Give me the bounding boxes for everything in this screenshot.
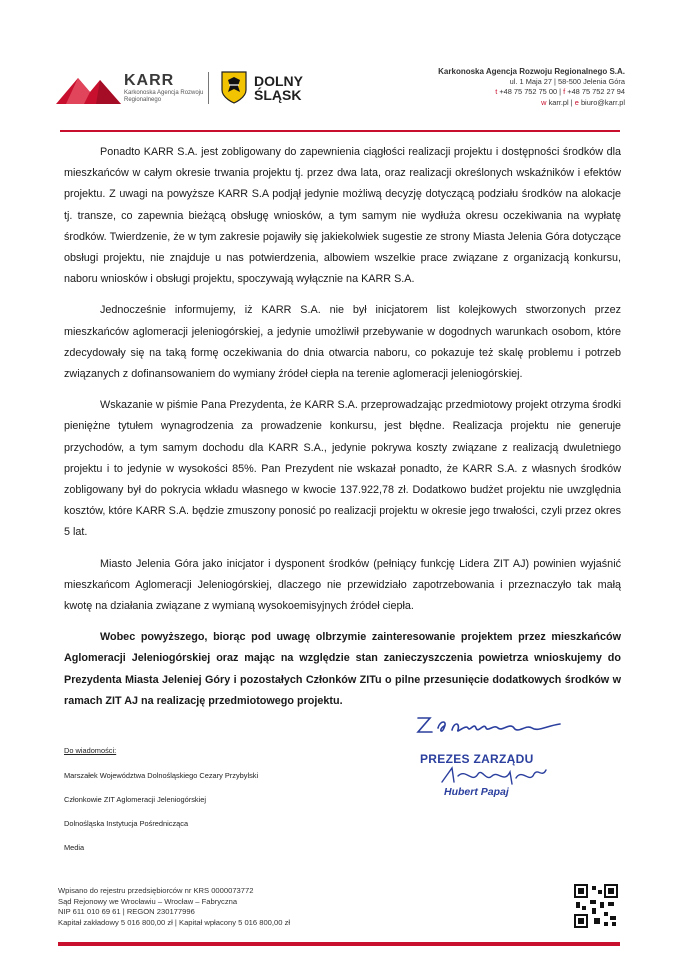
fax-number: +48 75 752 27 94 [567,87,625,97]
karr-logo-name: KARR [124,72,175,89]
organization-contact [438,67,625,108]
dolny-slask-eagle-icon [220,70,248,104]
logo-divider [208,72,209,104]
company-registration-footer [58,886,290,928]
header-rule [60,130,620,132]
footer-rule [58,942,620,946]
organization-name: Karkonoska Agencja Rozwoju Regionalnego S.A. [438,67,625,76]
distribution-item: Dolnośląska Instytucja Pośrednicząca [64,819,189,828]
distribution-item: Marszałek Województwa Dolnośląskiego Cezary Przybylski [64,771,259,780]
qr-code-icon [574,884,618,928]
separator: | [570,97,573,107]
handwritten-signature [438,764,548,786]
signatory-name: Hubert Papaj [444,786,509,798]
footer-line: Kapitał zakładowy 5 016 800,00 zł | Kapitał wpłacony 5 016 800,00 zł [58,917,291,927]
handwritten-greeting [414,712,564,738]
paragraph-1: Ponadto KARR S.A. jest zobligowany do zapewnienia ciągłości realizacji projektu i dostępności środków dla mieszkańców w całym okresie trwania projektu tj. przez dwa lata, oraz realizacji określonych wskaźników i efektów projektu. Z uwagi na powyższe KARR S.A podjął jedynie możliwą decyzję dotyczącą podziału środków na alokacje tj. transze, co zapewnia bieżącą obsługę wniosków, a tym samym nie wydłuża okresu oczekiwania na wypłatę środków. Twierdzenie, że w tym zakresie pojawiły się jakiekolwiek sugestie ze strony Miasta Jelenia Góra dotyczące obsługi projektu, nie znajduje u nas potwierdzenia, albowiem wszelkie prace związane z organizacją konkursu, naboru wniosków i obsługi projektu, spoczywają wyłącznie na KARR S.A. [64,146,621,286]
separator: | [559,87,562,97]
phone-label: t [495,87,498,97]
footer-line: NIP 611 010 69 61 | REGON 230177996 [58,907,195,917]
letter-body [64,142,621,722]
dolny-slask-logo-text [254,74,303,102]
paragraph-2: Jednocześnie informujemy, iż KARR S.A. nie był inicjatorem list kolejkowych stworzonych przez mieszkańców aglomeracji jeleniogórskiej, a jedynie umożliwił przebywanie w dogodnych warunkach osobom, które zdecydowały się na taką formę oczekiwania do dnia otwarcia naboru, co pokazuje też skalę problemu i potrzeb związanych z dofinansowaniem do wymiany źródeł ciepła na terenie aglomeracji jeleniogórskiej. [64,304,621,381]
organization-phone-fax [438,87,625,97]
distribution-list [64,746,258,867]
footer-line: Sąd Rejonowy we Wrocławiu – Wrocław – Fabryczna [58,896,238,906]
karr-logo-icon [56,72,121,104]
paragraph-4: Miasto Jelenia Góra jako inicjator i dysponent środków (pełniący funkcję Lidera ZIT AJ) powinien wyjaśnić mieszkańcom Aglomeracji Jeleniogórskiej, dlaczego nie przewidziało zapotrzebowania i przeznaczyło tak małą kwotę na działania związane z wymianą wysokoemisyjnych źródeł ciepła. [64,557,621,613]
closing-request: Wobec powyższego, biorąc pod uwagę olbrzymie zainteresowanie projektem przez mieszkańców Aglomeracji Jeleniogórskiej oraz mając na względzie stan zanieczyszczenia powietrza wnioskujemy do Prezydenta Miasta Jeleniej Góry i pozostałych Członków ZITu o pilne przesunięcie dodatkowych środków w ramach ZIT AJ na realizację przedmiotowego projektu. [64,631,621,707]
signatory-title: PREZES ZARZĄDU [420,752,534,766]
website-link[interactable]: karr.pl [548,97,569,107]
dolny-slask-line2: ŚLĄSK [254,87,302,103]
karr-logo-subtitle: Karkonoska Agencja Rozwoju Regionalnego [124,90,204,103]
signature-block [396,708,576,798]
phone-number: +48 75 752 75 00 [499,87,558,97]
email-link[interactable]: biuro@karr.pl [580,97,625,107]
dolny-slask-line1: DOLNY [254,73,303,89]
organization-address: ul. 1 Maja 27 | 58-500 Jelenia Góra [509,77,625,87]
letterhead [0,0,679,135]
distribution-item: Członkowie ZIT Aglomeracji Jeleniogórskiej [64,795,206,804]
organization-web-email [438,98,625,108]
greeting-text: Z poważaniem [414,712,421,713]
distribution-heading: Do wiadomości: [64,746,117,755]
fax-label: f [563,87,566,97]
paragraph-3: Wskazanie w piśmie Pana Prezydenta, że KARR S.A. przeprowadzając przedmiotowy projekt otrzyma środki pieniężne tytułem wynagrodzenia za prowadzenie konkursu, jest błędne. Realizacja projektu nie generuje przychodów, a tym samym dochodu dla KARR S.A., jedynie pokrywa koszty związane z realizacją dwuletniego projektu i to jedynie w wysokości 85%. Pan Prezydent nie wskazał ponadto, że KARR S.A. z własnych środków zobligowany był do pokrycia wkładu własnego w kwocie 137.922,78 zł. Dodatkowo budżet projektu nie uwzględnia kosztów, które KARR S.A. będzie zmuszony ponosić po realizacji projektu w okresie jego trwałości, czyli przez okres 5 lat. [64,399,621,539]
email-label: e [574,97,579,107]
distribution-item: Media [64,843,85,852]
footer-line: Wpisano do rejestru przedsiębiorców nr KRS 0000073772 [58,886,254,895]
www-label: w [541,97,547,107]
